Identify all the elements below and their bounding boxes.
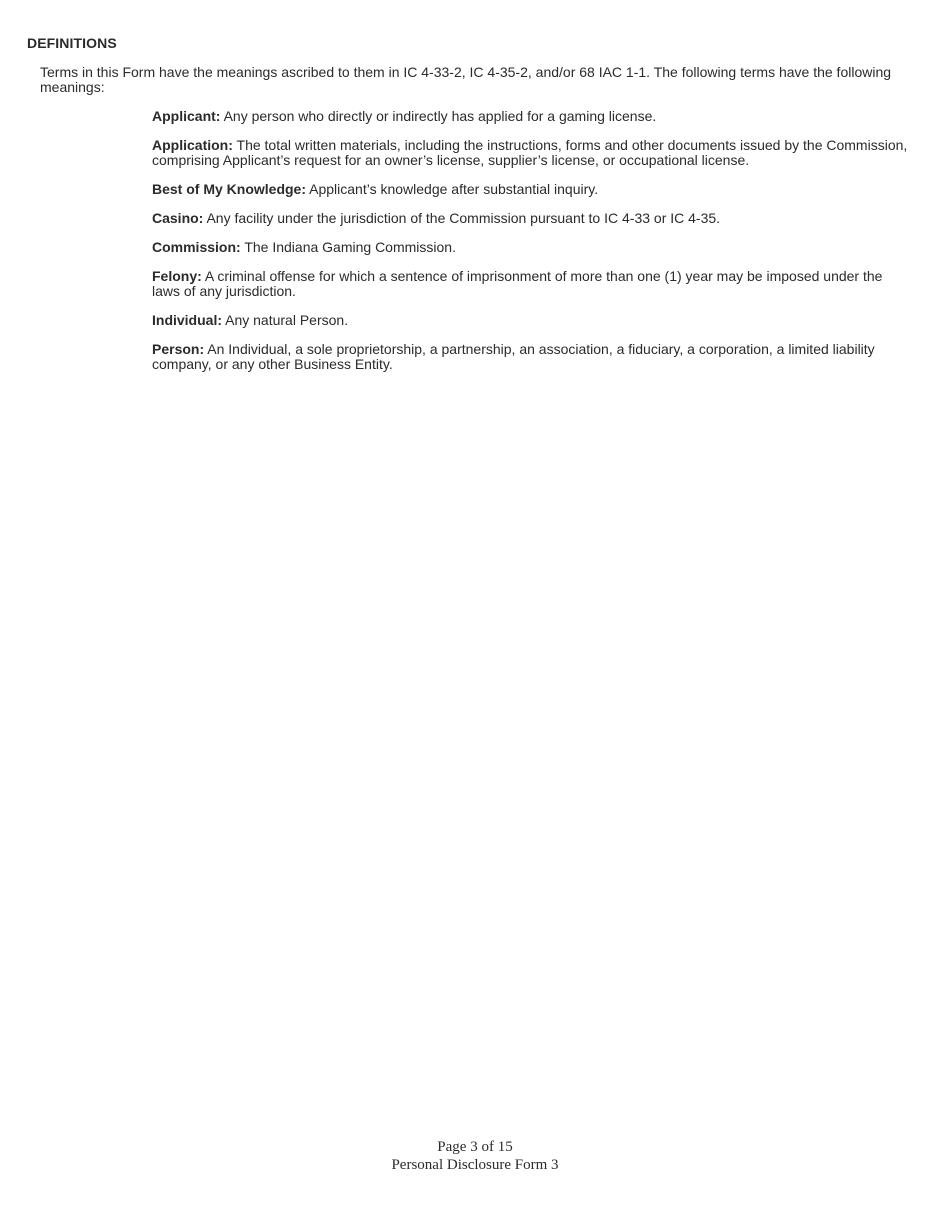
- definition-text: Applicant’s knowledge after substantial inquiry.: [309, 181, 599, 197]
- definition-term: Best of My Knowledge:: [152, 181, 307, 197]
- page-number: Page 3 of 15: [437, 1139, 513, 1155]
- definition-text: An Individual, a sole proprietorship, a partnership, an association, a fiduciary, a corporation, a limited liability company, or any other Business Entity.: [152, 341, 875, 372]
- definition-text: Any person who directly or indirectly has applied for a gaming license.: [223, 108, 657, 124]
- definition-text: Any facility under the jurisdiction of the Commission pursuant to IC 4-33 or IC 4-35.: [206, 210, 721, 226]
- definition-term: Applicant:: [152, 108, 221, 124]
- definition-text: A criminal offense for which a sentence of imprisonment of more than one (1) year may be imposed under the laws of any jurisdiction.: [152, 268, 883, 299]
- page-footer: [0, 1138, 950, 1174]
- definition-individual: [152, 313, 912, 328]
- definition-text: Any natural Person.: [225, 312, 349, 328]
- definition-felony: [152, 269, 912, 299]
- definition-applicant: [152, 109, 912, 124]
- definition-term: Casino:: [152, 210, 204, 226]
- section-heading: DEFINITIONS: [27, 35, 117, 51]
- definition-text: The total written materials, including the instructions, forms and other documents issued by the Commission, comprising Applicant’s request for an owner’s license, supplier’s license, or occupational license.: [152, 137, 908, 168]
- definition-best-of-my-knowledge: [152, 182, 912, 197]
- definition-term: Individual:: [152, 312, 222, 328]
- definitions-list: [152, 109, 912, 386]
- definition-text: The Indiana Gaming Commission.: [244, 239, 456, 255]
- definition-commission: [152, 240, 912, 255]
- definition-casino: [152, 211, 912, 226]
- definition-term: Application:: [152, 137, 233, 153]
- definition-application: [152, 138, 912, 168]
- definition-term: Felony:: [152, 268, 202, 284]
- definition-person: [152, 342, 912, 372]
- definition-term: Person:: [152, 341, 205, 357]
- intro-paragraph: Terms in this Form have the meanings ascribed to them in IC 4-33-2, IC 4-35-2, and/or 68 IAC 1-1. The following terms have the following meanings:: [40, 64, 892, 95]
- definition-term: Commission:: [152, 239, 241, 255]
- form-name: Personal Disclosure Form 3: [391, 1157, 559, 1173]
